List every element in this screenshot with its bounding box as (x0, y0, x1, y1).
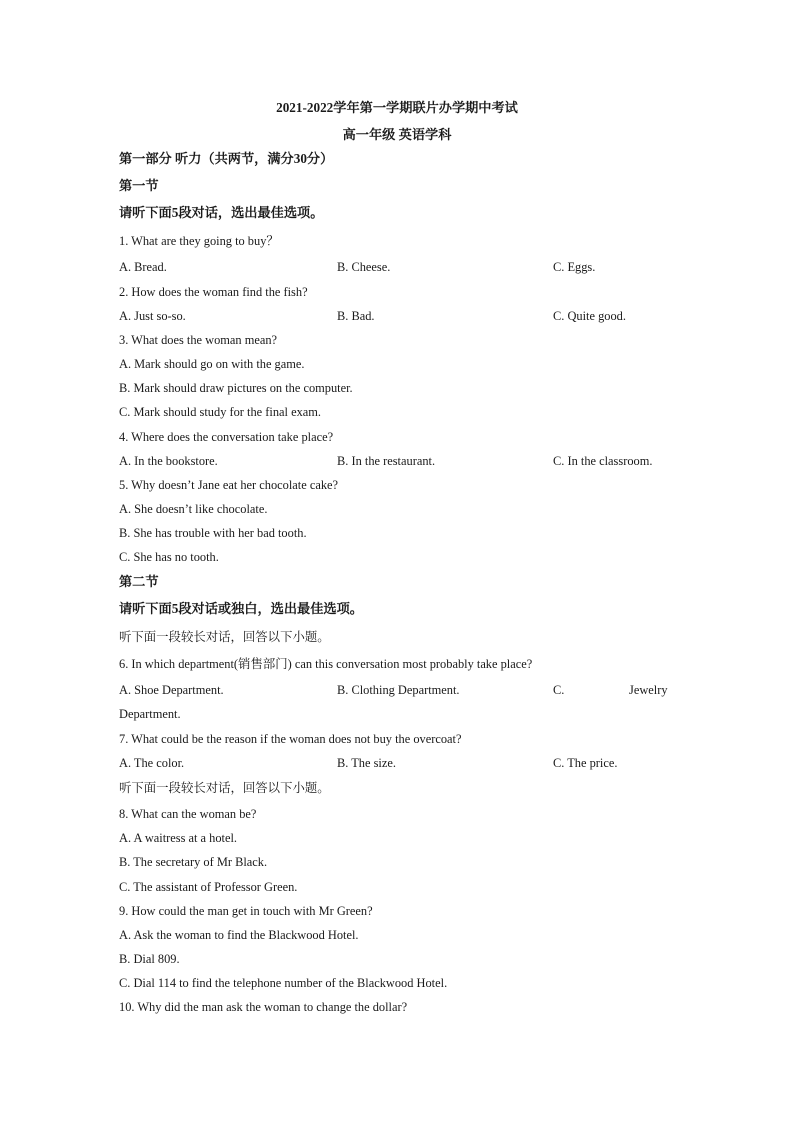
exam-subtitle: 高一年级 英语学科 (342, 127, 452, 142)
q1-option-c: C. Eggs. (553, 260, 596, 274)
section2-instruction: 请听下面5段对话或独白，选出最佳选项。 (119, 601, 363, 616)
question-6: 6. In which department(销售部门) can this conversation most probably take place? (119, 657, 533, 671)
q7-option-c: C. The price. (553, 756, 618, 770)
q8-option-c: C. The assistant of Professor Green. (119, 880, 298, 894)
question-8: 8. What can the woman be? (119, 807, 257, 821)
section2-heading: 第二节 (119, 574, 159, 589)
q9-option-c: C. Dial 114 to find the telephone number of the Blackwood Hotel. (119, 976, 448, 990)
q1-option-b: B. Cheese. (337, 260, 391, 274)
question-10: 10. Why did the man ask the woman to change the dollar? (119, 1000, 408, 1014)
q1-option-a: A. Bread. (119, 260, 167, 274)
q6-option-c-word1: Jewelry (629, 683, 668, 697)
section2-note-1: 听下面一段较长对话，回答以下小题。 (119, 630, 330, 644)
q6-option-b: B. Clothing Department. (337, 683, 460, 697)
q4-option-a: A. In the bookstore. (119, 454, 218, 468)
q4-option-b: B. In the restaurant. (337, 454, 436, 468)
q6-option-a: A. Shoe Department. (119, 683, 224, 697)
question-3: 3. What does the woman mean? (119, 333, 278, 347)
section2-note-2: 听下面一段较长对话，回答以下小题。 (119, 781, 330, 795)
question-9: 9. How could the man get in touch with Mr Green? (119, 904, 373, 918)
q9-option-b: B. Dial 809. (119, 952, 180, 966)
question-4: 4. Where does the conversation take place? (119, 430, 334, 444)
q8-option-a: A. A waitress at a hotel. (119, 831, 238, 845)
exam-title: 2021-2022学年第一学期联片办学期中考试 (276, 100, 518, 115)
q5-option-b: B. She has trouble with her bad tooth. (119, 526, 307, 540)
question-7: 7. What could be the reason if the woman does not buy the overcoat? (119, 732, 462, 746)
q5-option-c: C. She has no tooth. (119, 550, 219, 564)
question-5: 5. Why doesn’t Jane eat her chocolate cake? (119, 478, 339, 492)
q2-option-c: C. Quite good. (553, 309, 626, 323)
section1-instruction: 请听下面5段对话，选出最佳选项。 (119, 205, 324, 220)
question-2: 2. How does the woman find the fish? (119, 285, 308, 299)
question-1: 1. What are they going to buy？ (119, 234, 279, 248)
q2-option-a: A. Just so-so. (119, 309, 186, 323)
q7-option-a: A. The color. (119, 756, 185, 770)
q5-option-a: A. She doesn’t like chocolate. (119, 502, 268, 516)
q8-option-b: B. The secretary of Mr Black. (119, 855, 268, 869)
q6-option-c-letter: C. (553, 683, 565, 697)
q3-option-b: B. Mark should draw pictures on the computer. (119, 381, 353, 395)
q7-option-b: B. The size. (337, 756, 396, 770)
q3-option-a: A. Mark should go on with the game. (119, 357, 305, 371)
section1-heading: 第一节 (119, 178, 159, 193)
part1-heading: 第一部分 听力（共两节，满分30分） (119, 151, 334, 166)
q9-option-a: A. Ask the woman to find the Blackwood Hotel. (119, 928, 359, 942)
q4-option-c: C. In the classroom. (553, 454, 653, 468)
q2-option-b: B. Bad. (337, 309, 375, 323)
q6-option-c-word2: Department. (119, 707, 181, 721)
q3-option-c: C. Mark should study for the final exam. (119, 405, 322, 419)
